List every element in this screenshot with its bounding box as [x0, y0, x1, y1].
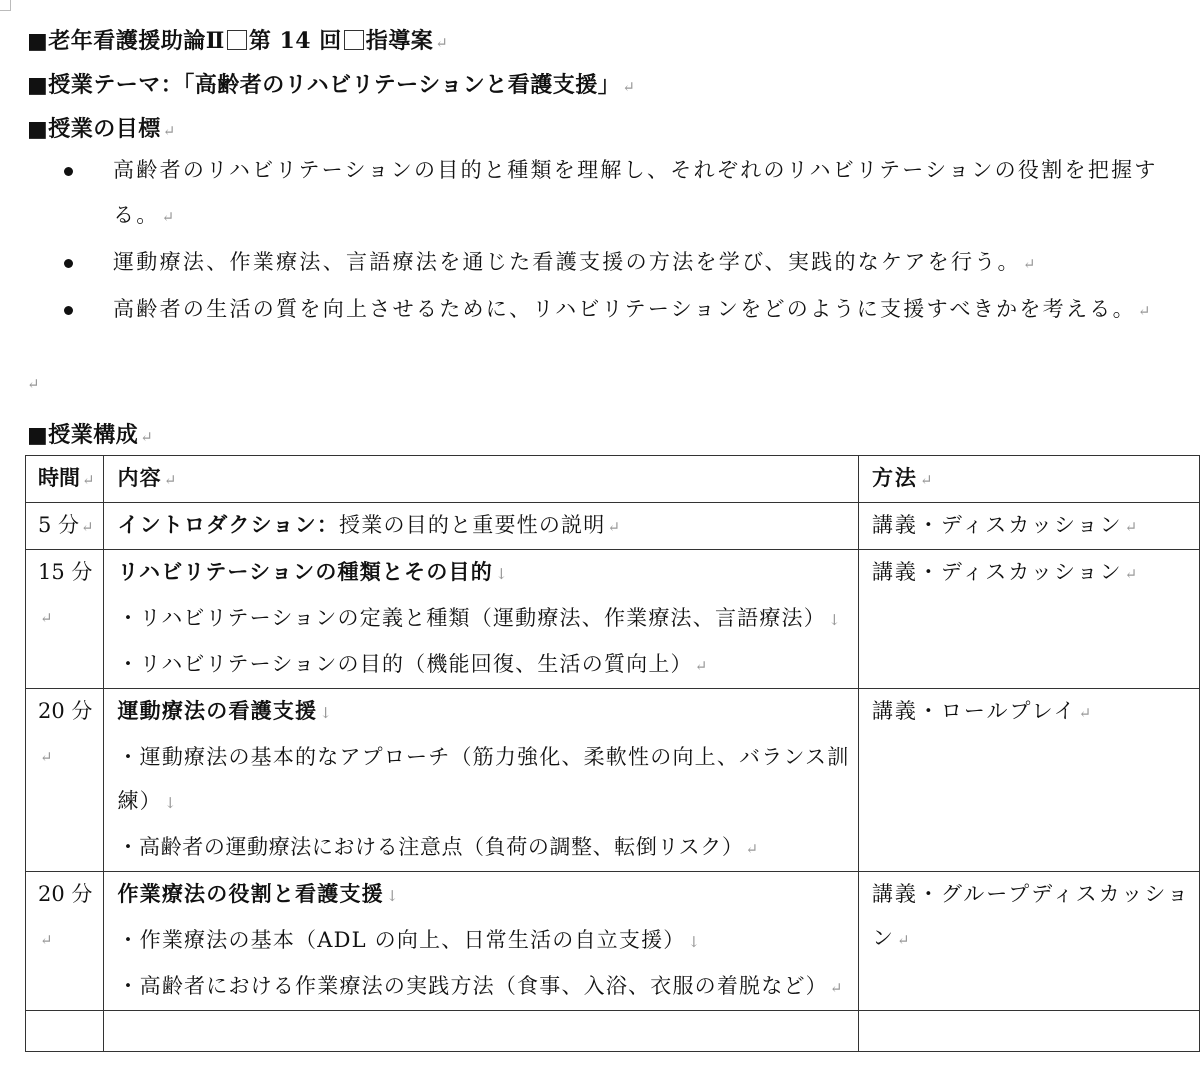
- page-corner-mark: [0, 0, 11, 11]
- method-cell: 講義・グループディスカッション ↵: [858, 872, 1199, 1011]
- row-line: ・リハビリテーションの定義と種類（運動療法、作業療法、言語療法）: [117, 606, 826, 630]
- objectives-list: [0, 148, 1200, 334]
- header-content: 内容 ↵: [104, 456, 858, 503]
- header-time: 時間 ↵: [26, 456, 104, 503]
- row-title: リハビリテーションの種類とその目的: [117, 559, 493, 584]
- table-row: [26, 872, 1200, 1011]
- table-header-row: [26, 456, 1200, 503]
- objective-text: 運動療法、作業療法、言語療法を通じた看護支援の方法を学び、実践的なケアを行う。: [113, 250, 1021, 274]
- row-line: ・運動療法の基本的なアプローチ（筋力強化、柔軟性の向上、バランス訓練）: [117, 745, 850, 813]
- time-cell: 5 分 ↵: [26, 503, 104, 550]
- paragraph-mark: ↵: [140, 428, 154, 446]
- row-line: ・作業療法の基本（ADL の向上、日常生活の自立支援）: [117, 928, 686, 952]
- time-cell: 15 分↵: [26, 550, 104, 689]
- row-title: 運動療法の看護支援: [117, 698, 318, 723]
- lesson-structure-table: [25, 455, 1200, 1052]
- method-cell: 講義・ディスカッション ↵: [858, 550, 1199, 689]
- table-row: [26, 503, 1200, 550]
- method-cell: [858, 1011, 1199, 1052]
- paragraph-mark: ↵: [27, 375, 40, 393]
- row-line: ・高齢者の運動療法における注意点（負荷の調整、転倒リスク）: [117, 835, 744, 859]
- content-cell: イントロダクション：授業の目的と重要性の説明 ↵: [104, 503, 858, 550]
- structure-heading-text: ■授業構成: [27, 422, 139, 448]
- row-line: ・高齢者における作業療法の実践方法（食事、入浴、衣服の着脱など）: [117, 974, 828, 998]
- objective-text: 高齢者の生活の質を向上させるために、リハビリテーションをどのように支援すべきかを考える。: [113, 297, 1136, 321]
- objective-item: [0, 240, 1200, 287]
- paragraph-mark: ↵: [162, 122, 176, 140]
- time-cell: 20 分↵: [26, 689, 104, 872]
- placeholder-box: [344, 30, 364, 50]
- paragraph-mark: ↵: [1137, 302, 1153, 320]
- objective-text: 高齢者のリハビリテーションの目的と種類を理解し、それぞれのリハビリテーションの役割を把握する。: [113, 158, 1158, 227]
- row-title: 作業療法の役割と看護支援: [117, 881, 384, 906]
- table-row: [26, 550, 1200, 689]
- course-title-part2: 第 14 回: [248, 28, 342, 54]
- content-cell: リハビリテーションの種類とその目的 ↓ ・リハビリテーションの定義と種類（運動療法、作業療法、言語療法） ↓ ・リハビリテーションの目的（機能回復、生活の質向上） ↵: [104, 550, 858, 689]
- row-title-rest: 授業の目的と重要性の説明: [339, 513, 606, 537]
- row-line: ・リハビリテーションの目的（機能回復、生活の質向上）: [117, 652, 693, 676]
- time-cell: [26, 1011, 104, 1052]
- content-cell: [104, 1011, 858, 1052]
- row-title: イントロダクション：: [117, 512, 340, 537]
- structure-heading: [27, 418, 153, 449]
- course-title-part3: 指導案: [365, 28, 434, 54]
- objectives-heading: [27, 112, 176, 143]
- paragraph-mark: ↵: [1022, 255, 1038, 273]
- course-title: [27, 24, 448, 55]
- bullet-icon: [64, 259, 73, 268]
- objectives-heading-text: ■授業の目標: [27, 116, 161, 142]
- paragraph-mark: ↵: [161, 208, 177, 226]
- course-title-part1: ■老年看護援助論Ⅱ: [27, 28, 225, 54]
- content-cell: 作業療法の役割と看護支援 ↓ ・作業療法の基本（ADL の向上、日常生活の自立支援） ↓ ・高齢者における作業療法の実践方法（食事、入浴、衣服の着脱など） ↵: [104, 872, 858, 1011]
- bullet-icon: [64, 167, 73, 176]
- theme-text: ■授業テーマ：「高齢者のリハビリテーションと看護支援」: [27, 72, 621, 98]
- content-cell: 運動療法の看護支援 ↓ ・運動療法の基本的なアプローチ（筋力強化、柔軟性の向上、バランス訓練） ↓ ・高齢者の運動療法における注意点（負荷の調整、転倒リスク） ↵: [104, 689, 858, 872]
- paragraph-mark: ↵: [622, 78, 636, 96]
- method-cell: 講義・ディスカッション ↵: [858, 503, 1199, 550]
- placeholder-box: [227, 30, 247, 50]
- table-row: [26, 689, 1200, 872]
- objective-item: [0, 287, 1200, 334]
- objective-item: [0, 148, 1200, 240]
- method-cell: 講義・ロールプレイ ↵: [858, 689, 1199, 872]
- empty-paragraph: [25, 374, 40, 393]
- theme-heading: [27, 68, 635, 99]
- header-method: 方法 ↵: [858, 456, 1199, 503]
- table-row: [26, 1011, 1200, 1052]
- time-cell: 20 分↵: [26, 872, 104, 1011]
- paragraph-mark: ↵: [435, 34, 449, 52]
- bullet-icon: [64, 306, 73, 315]
